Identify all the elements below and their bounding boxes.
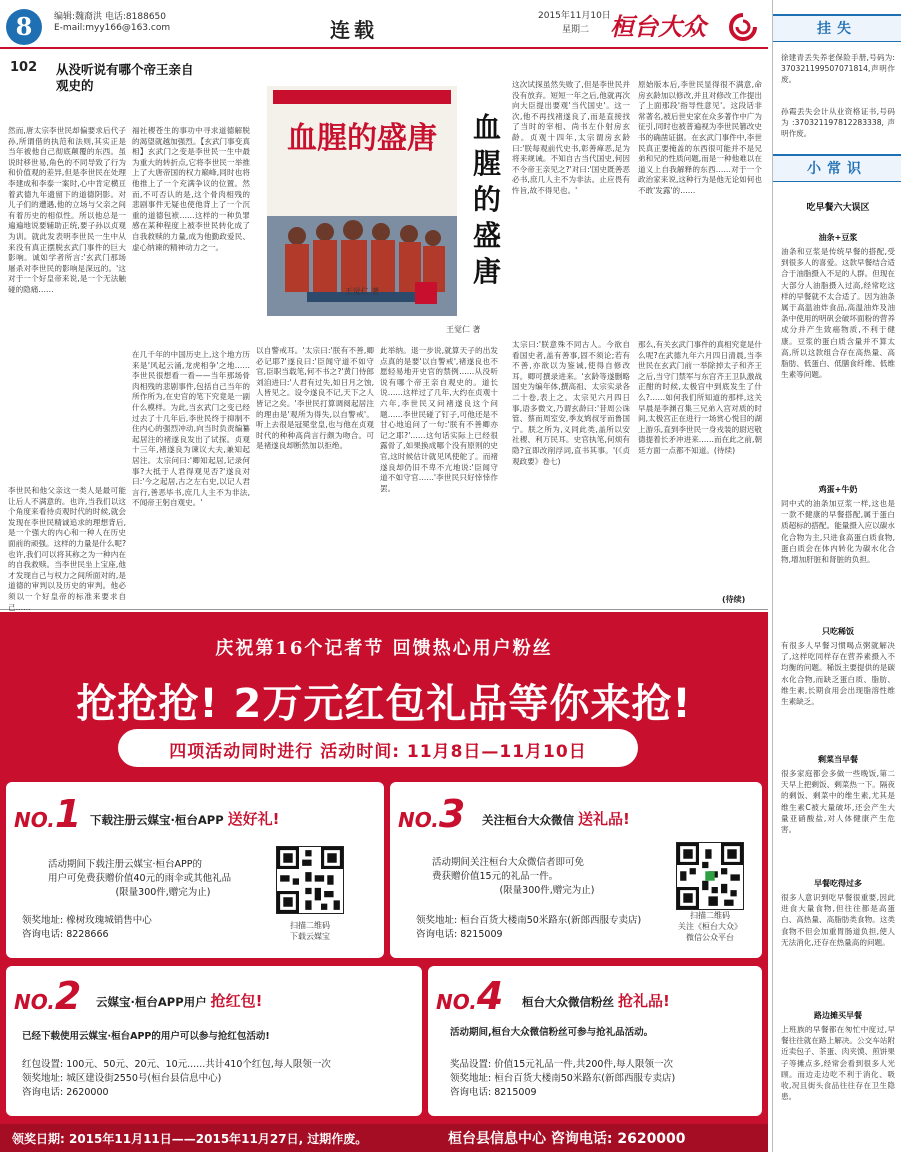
- chapter-title-line2: 观史的: [56, 78, 94, 93]
- article-column: 以自警戒耳。'太宗曰:'朕有不善,卿必记耶?'遂良曰:'臣闻守道不如守官,臣职当载笔,何不书之?'黄门侍郎刘洎进曰:'人君有过失,如日月之蚀,人皆见之。设令遂良不记,天下之人皆记之矣。'李世民打算调阅起居注的理由是'观所为得失,以自警戒'。听上去很是冠冕堂皇,也与他在贞观时代的种种高尚言行颇为吻合。可是褚遂良却断然加以拒绝。: [256, 346, 374, 451]
- qr-caption: 扫描二维码 下载云媒宝: [290, 921, 330, 941]
- tip-title: 鸡蛋+牛奶: [818, 485, 858, 494]
- qr-code-icon[interactable]: [276, 846, 344, 914]
- tip-text: 很多家庭都会多做一些晚饭,第二天早上把剩饭、剩菜热一下。隔夜的剩饭、剩菜中的维生素,尤其是维生素C被大量破坏,还会产生大量亚硝酸盐,对人体健康产生危害。: [781, 769, 895, 835]
- promo-card-1: [6, 782, 384, 958]
- editor-info: 编辑:魏裔洪 电话:8188650: [54, 12, 167, 22]
- promo-card-title: 关注桓台大众微信 送礼品!: [482, 810, 630, 828]
- qr-code-icon[interactable]: [676, 842, 744, 910]
- issue-weekday: 星期二: [562, 25, 590, 35]
- lost-notice-header: 挂失: [773, 14, 901, 42]
- chapter-title: 从没听说有哪个帝王亲自: [56, 62, 194, 77]
- page-number-badge: 8: [6, 9, 42, 45]
- article-column: 福社稷苍生的事功中寻求道德解脱的渴望就越加强烈。【玄武门事变真相】玄武门之变是李世民一生中最为重大的转折点,它将李世民一举推上了大唐帝国的权力巅峰,同时也将他推上了一个充满争议的位置。然而,不可否认的是,这个骨肉相残的悲剧事件无疑也使他背上了一个沉重的道德包袱……这样的一种负罪感在某种程度上被李世民转化成了自我救赎的力量,成为他勤政爱民、虚心纳谏的精神动力之一。: [132, 126, 250, 252]
- sidebar: [772, 0, 900, 1152]
- promo-card-title: 下载注册云媒宝·桓台APP 送好礼!: [90, 810, 280, 828]
- article-column: 太宗曰:'朕意殊不同古人。今欲自看国史者,盖有善事,固不须论;若有不善,亦欲以为鉴诫,使得自修改耳。卿可撰录进来。'玄龄等遂删略国史为编年体,撰高祖、太宗实录各二十卷,表上之。太宗见六月四日事,语多微文,乃谓玄龄曰:'昔周公诛管、蔡而周室安,季友鸩叔牙而鲁国宁。朕之所为,义同此类,盖所以安社稷、利万民耳。史官执笔,何烦有隐?宜即改削浮词,直书其事。'(《贞观政要》卷七): [512, 340, 630, 466]
- tip-title: 路边摊买早餐: [814, 1011, 862, 1020]
- promo-subtitle: 庆祝第16个记者节 回馈热心用户粉丝: [215, 638, 553, 659]
- promo-card-info: 红包设置: 100元、50元、20元、10元......共计410个红包,每人限领一次 领奖地址: 城区建设街2550号(桓台县信息中心) 咨询电话: 2620000: [22, 1059, 331, 1098]
- promo-card-text: 活动期间,桓台大众微信粉丝可参与抢礼品活动。: [450, 1027, 654, 1038]
- lost-notice-item: 徐建青丢失养老保险手册,号码为:370321199507071814,声明作废。: [781, 53, 895, 85]
- lost-notice-item: 孙霞丢失会计从业资格证书,号码为:370321197812283338,声明作废。: [781, 107, 895, 139]
- promo-card-contact: 领奖地址: 桓台百货大楼南50米路东(新郎西服专卖店) 咨询电话: 8215009: [416, 915, 642, 940]
- promo-card-contact: 领奖地址: 橡树玫瑰城销售中心 咨询电话: 8228666: [22, 915, 152, 940]
- tip-text: 同中式的油条加豆浆一样,这也是一款不健康的早餐搭配,属于蛋白质超标的搭配。能量摄入应以碳水化合物为主,只进食高蛋白质食物,蛋白质会在体内转化为碳水化合物,增加肝脏和肾脏的负担。: [781, 499, 895, 565]
- article-column: 原始版本后,李世民显得很不满意,命房玄龄加以修改,并且对修改工作提出了上面那段'指导性意见'。这段话非常著名,被后世史家在众多著作中广为征引,同时也被普遍视为李世民篡改史书的确凿证据。在玄武门事件中,李世民真正要掩盖的东西很可能并不是兄弟和兄的性质问题,而是一种他难以在道义上自我解释的东西……对于一个政治家来说,这种行为是他无论如何也不敢'发露'的……: [638, 80, 762, 195]
- article-column: 然而,唐太宗李世民却偏要求后代子孙,所谓借的执范和法则,其实正是当年被他自己彻底颠覆的东西。虽说时移世易,角色的不同导致了行为和价值观的差异,但是李世民在处理李建成和李泰一案时,心中肯定横亘着武德九年遗留下的道德阴影。对儿子们的遭遇,他的立场与父亲之间有着历史的相似性。所以他总是一遍遍地说要辅助正统,要子孙以贞观为训。就此发表明李世民一生中从来没有真正摆脱玄武门事件的巨大影响。诚如学者所言:'玄武门那场屠杀对李世民的影响是深远的。'这对于一个好皇帝来说,是一个无法触碰的隐痛……: [8, 126, 126, 294]
- qr-caption: 扫描二维码 关注《桓台大众》 微信公众平台: [678, 911, 742, 942]
- book-author: 王觉仁 著: [446, 325, 481, 334]
- promo-card-2: [6, 966, 422, 1116]
- tips-header: 小常识: [773, 154, 901, 182]
- tip-title: 早餐吃得过多: [814, 879, 862, 888]
- tip-text: 很多人意识到吃早餐很重要,因此进食大量食物,但往往都是高蛋白、高热量、高脂肪类食物。这类食物不但会加重胃肠道负担,使人无法消化,还存在热量高的问题。: [781, 893, 895, 947]
- tip-title: 剩菜当早餐: [818, 755, 858, 764]
- prize-date: 领奖日期: 2015年11月11日——2015年11月27日, 过期作废。: [12, 1132, 368, 1146]
- book-cover-image: [267, 86, 457, 316]
- section-title: 连载: [330, 18, 378, 42]
- tip-title: 油条+豆浆: [818, 233, 858, 242]
- promo-card-title: 桓台大众微信粉丝 抢礼品!: [522, 992, 670, 1010]
- tip-text: 有很多人早餐习惯喝点粥就解决了,这样吃同样存在营养素摄入不均衡的问题。稀饭主要提供的是碳水化合物,而缺乏蛋白质、脂肪、维生素,长期食用会出现脂溶性维生素缺乏。: [781, 641, 895, 707]
- tips-title: 吃早餐六大误区: [806, 203, 870, 213]
- chapter-number: 102: [10, 60, 38, 75]
- promo-no-label: NO.2: [14, 974, 82, 1018]
- issue-date: 2015年11月10日: [538, 11, 611, 21]
- newspaper-logo-icon: [728, 12, 758, 42]
- article-column: 李世民和他父亲这一类人是最可能让后人不满意的。也许,当我们以这个角度来看待贞观时代的时候,就会发现在李世民精诚追求的理想背后,是一个强大的内心和一种人在历史面前的顽强。这样的力量是什么呢?也许,我们可以将其称之为一种内在的自我救赎。当李世民坐上宝座,他才发现自己与权力之间所面对的,是道德的审判以及历史的审判。他必须以一个好皇帝的标准来要求自己……: [8, 486, 126, 612]
- promo-card-text: 活动期间下载注册云媒宝·桓台APP的 用户可免费获赠价值40元的雨伞或其他礼品 (限量300件,赠完为止): [48, 859, 232, 898]
- promo-no-label: NO.4: [436, 974, 504, 1018]
- book-vertical-title: 血腥的盛唐: [472, 111, 501, 288]
- promo-card-title: 云媒宝·桓台APP用户 抢红包!: [96, 992, 263, 1010]
- article-column: 在几千年的中国历史上,这个地方历来是'风起云涌,龙虎相争'之地……李世民很想看一看——当年那场骨肉相残的悲剧事件,包括自己当年的所作所为,在史官的笔下究竟是一副什么模样。为此,当玄武门之变已经过去了十几年后,李世民终于抑制不住内心的强烈冲动,向当时负责编纂起居注的褚遂良发出了试探。贞观十三年,褚遂良为谏议大夫,兼知起居注。太宗问曰:'卿知起居,记录何事?大抵于人君得观见否?'遂良对曰:'今之起居,古之左右史,以记人君言行,善恶毕书,庶几人主不为非法,不闻帝王躬自观史。': [132, 350, 250, 508]
- book-cover-title: 血腥的盛唐: [287, 121, 437, 156]
- promo-card-text: 已经下载使用云媒宝·桓台APP的用户可以参与抢红包活动!: [22, 1031, 270, 1042]
- book-cover-author: 王觉仁 著: [344, 287, 380, 296]
- promo-no-label: NO.3: [398, 792, 466, 836]
- tip-title: 只吃稀饭: [822, 627, 854, 636]
- article-column: 这次试探虽然失败了,但是李世民并没有放弃。短短一年之后,他就再次向大臣提出要观'当代国史'。这一次,他不再找褚遂良了,而是直接找了当时的宰相、尚书左仆射房玄龄。贞观十四年,太宗谓房玄龄曰:'朕每观前代史书,彰善瘅恶,足为将来规诫。不知自古当代国史,何因不令帝王亲见之?'对曰:'国史既善恶必书,庶几人主不为非法。止应畏有忤旨,故不得见也。': [512, 80, 630, 195]
- organizer-contact: 桓台县信息中心 咨询电话: 2620000: [448, 1131, 686, 1147]
- article-column: 此举纳。退一步说,就算天子的出发点真的是要'以自警戒',褚遂良也不愿轻易地开史官的禁例……从没听说有哪个帝王亲自观史的。道长说……这样过了几年,大约在贞观十六年,李世民又问褚遂良这个问题……李世民碰了钉子,可他还是不甘心地追问了一句:'朕有不善卿亦记之耶?'……这句话实际上已经很露骨了,如果换成哪个没有原则的史官,这时候估计就见风使舵了。而褚遂良却仍旧不卑不亢地说:'臣闻守道不如守官……'李世民只好悻悻作罢。: [380, 346, 498, 493]
- promo-card-text: 活动期间关注桓台大众微信者即可免 费获赠价值15元的礼品一件。 (限量300件,赠完为止): [432, 857, 595, 896]
- tip-text: 上班族的早餐都在匆忙中度过,早餐往往就在路上解决。公交车站附近卖包子、茶蛋、肉夹馍、煎饼果子等摊点多,经常会看到很多人光顾。而边走边吃不利于消化、吸收,况且街头食品往往存在卫生隐患。: [781, 1025, 895, 1102]
- promo-no-label: NO.1: [14, 792, 82, 836]
- article-column: 那么,有关玄武门事件的真相究竟是什么呢?在武德九年六月四日清晨,当李世民在玄武门前一举除掉太子和齐王之后,当守门禁军与东宫齐王卫队激战正酣的时候,太极宫中到底发生了什么?……如何我们所知道的那样,这关早晨是李渊召集三兄弟入宫对质的时间,太极宫正在进行一场赏心悦目的湖上游乐,直到李世民一身戎装的尉迟敬德提着长矛冲进来……而在此之前,朝廷方面一点都不知道。(待续): [638, 340, 762, 455]
- promo-card-4: [428, 966, 762, 1116]
- promo-card-info: 奖品设置: 价值15元礼品一件,共200件,每人限领一次 领奖地址: 桓台百货大楼南50米路东(新郎西服专卖店) 咨询电话: 8215009: [450, 1059, 676, 1098]
- editor-email[interactable]: E-mail:myy166@163.com: [54, 23, 171, 33]
- promo-headline: 抢抢抢! 2万元红包礼品等你来抢!: [76, 681, 692, 727]
- promo-time: 四项活动同时进行 活动时间: 11月8日—11月10日: [169, 742, 587, 762]
- newspaper-masthead: 桓台大众: [610, 12, 706, 41]
- to-be-continued: (待续): [722, 595, 746, 604]
- promo-card-3: [390, 782, 762, 958]
- tip-text: 油条和豆浆是传统早餐的搭配,受到很多人的喜爱。这款早餐结合适合于油脂摄入不足的人群。但现在大部分人油脂摄入过高,经常吃这样的早餐就不太合适了。因为油条属于高温油炸食品,高温油炸及油条中使用的明矾会破坏面粉的营养成分并产生致癌物质,不利于健康。豆浆的蛋白质含量并不算太高,所以这款组合存在高热量、高脂肪、低蛋白、低膳食纤维、低维生素等问题。: [781, 247, 895, 380]
